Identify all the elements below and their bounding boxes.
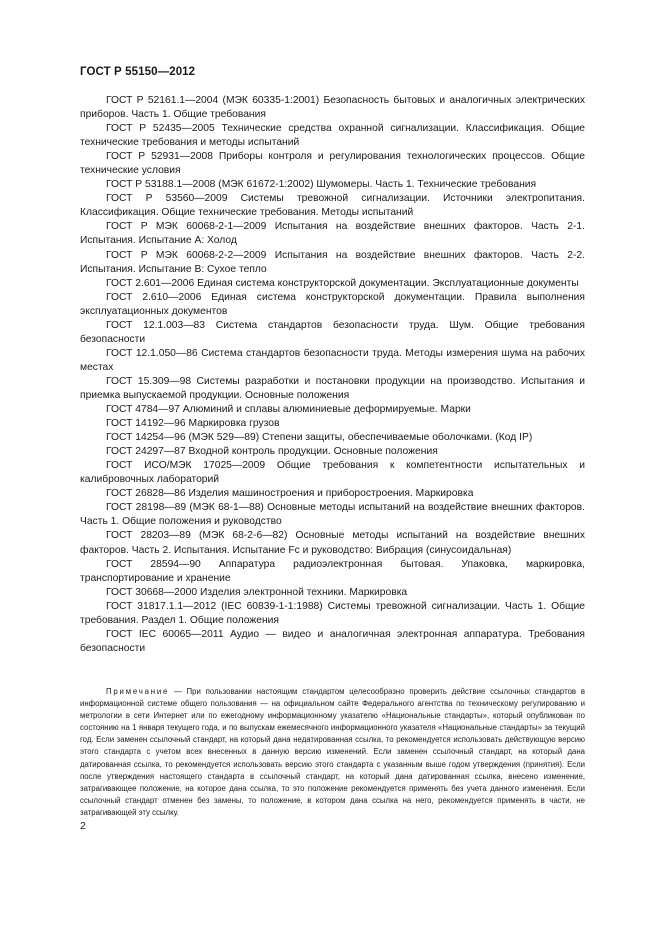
- reference-item: ГОСТ 4784—97 Алюминий и сплавы алюминиевые деформируемые. Марки: [106, 404, 471, 416]
- note-paragraph: [80, 686, 585, 819]
- reference-item: ГОСТ Р 53188.1—2008 (МЭК 61672-1:2002) Шумомеры. Часть 1. Технические требования: [106, 179, 537, 191]
- reference-item: ГОСТ ИСО/МЭК 17025—2009 Общие требования к компетентности испытательных и калибровочных лабораторий: [80, 460, 585, 486]
- reference-item: ГОСТ IEC 60065—2011 Аудио — видео и аналогичная электронная аппаратура. Требования безопасности: [80, 628, 585, 654]
- reference-item: ГОСТ 2.610—2006 Единая система конструкторской документации. Правила выполнения эксплуатационных документов: [80, 291, 585, 317]
- reference-item: ГОСТ 14192—96 Маркировка грузов: [106, 418, 280, 430]
- reference-item: ГОСТ 14254—96 (МЭК 529—89) Степени защиты, обеспечиваемые оболочками. (Код IP): [106, 432, 533, 444]
- reference-item: ГОСТ 28594—90 Аппаратура радиоэлектронная бытовая. Упаковка, маркировка, транспортирование и хранение: [80, 558, 585, 584]
- reference-item: ГОСТ 12.1.003—83 Система стандартов безопасности труда. Шум. Общие требования безопасности: [80, 319, 585, 345]
- reference-item: ГОСТ Р МЭК 60068-2-2—2009 Испытания на воздействие внешних факторов. Часть 2-2. Испытания. Испытание В: Сухое тепло: [80, 249, 585, 275]
- reference-item: ГОСТ Р 52435—2005 Технические средства охранной сигнализации. Классификация. Общие технические требования и методы испытаний: [80, 123, 585, 149]
- reference-item: ГОСТ 2.601—2006 Единая система конструкторской документации. Эксплуатационные документы: [106, 277, 579, 289]
- reference-item: ГОСТ Р 52161.1—2004 (МЭК 60335-1:2001) Безопасность бытовых и аналогичных электрических приборов. Часть 1. Общие требования: [80, 95, 585, 121]
- reference-item: ГОСТ 28198—89 (МЭК 68-1—88) Основные методы испытаний на воздействие внешних факторов. Часть 1. Общие положения и руководство: [80, 502, 585, 528]
- reference-item: ГОСТ 31817.1.1—2012 (IEC 60839-1-1:1988) Системы тревожной сигнализации. Часть 1. Общие требования. Раздел 1. Общие положения: [80, 600, 585, 626]
- document-header: ГОСТ Р 55150—2012: [80, 66, 196, 78]
- reference-item: ГОСТ 28203—89 (МЭК 68-2-6—82) Основные методы испытаний на воздействие внешних факторов. Часть 2. Испытания. Испытание Fc и руководство: Вибрация (синусоидальная): [80, 530, 585, 556]
- reference-item: ГОСТ Р МЭК 60068-2-1—2009 Испытания на воздействие внешних факторов. Часть 2-1. Испытания. Испытание А: Холод: [80, 221, 585, 247]
- reference-item: ГОСТ Р 52931—2008 Приборы контроля и регулирования технологических процессов. Общие технические условия: [80, 151, 585, 177]
- reference-item: ГОСТ 15.309—98 Системы разработки и постановки продукции на производство. Испытания и приемка выпускаемой продукции. Основные положения: [80, 375, 585, 401]
- page-number: 2: [80, 820, 86, 832]
- reference-item: ГОСТ 12.1.050—86 Система стандартов безопасности труда. Методы измерения шума на рабочих местах: [80, 347, 585, 373]
- reference-item: ГОСТ 30668—2000 Изделия электронной техники. Маркировка: [106, 586, 408, 598]
- reference-item: ГОСТ Р 53560—2009 Системы тревожной сигнализации. Источники электропитания. Классификация. Общие технические требования. Методы испытаний: [80, 193, 585, 219]
- reference-item: ГОСТ 26828—86 Изделия машиностроения и приборостроения. Маркировка: [106, 488, 474, 500]
- note-label: Примечание: [106, 687, 170, 696]
- normative-references-list: [80, 94, 585, 656]
- note-block: [80, 686, 585, 819]
- note-text: — При пользовании настоящим стандартом целесообразно проверить действие ссылочных стандартов в информационной системе общего пользования — на официальном сайте Федерального агентства по техническому регулированию и метрологии в сети Интернет или по ежегодному информационному указателю «Национальные стандарты», который опубликован по состоянию на 1 января текущего года, и по выпускам ежемесячного информационного указателя «Национальные стандарты» за текущий год. Если заменен ссылочный стандарт, на который дана недатированная ссылка, то рекомендуется использовать действующую версию этого стандарта с учетом всех внесенных в данную версию изменений. Если заменен ссылочный стандарт, на который дана датированная ссылка, то рекомендуется использовать версию этого стандарта с указанным выше годом утверждения (принятия). Если после утверждения настоящего стандарта в ссылочный стандарт, на который дана датированная ссылка, внесено изменение, затрагивающее положение, на которое дана ссылка, то это положение рекомендуется применять без учета данного изменения. Если ссылочный стандарт отменен без замены, то положение, в котором дана ссылка на него, рекомендуется применять в части, не затрагивающей эту ссылку.: [80, 687, 585, 817]
- reference-item: ГОСТ 24297—87 Входной контроль продукции. Основные положения: [106, 446, 438, 458]
